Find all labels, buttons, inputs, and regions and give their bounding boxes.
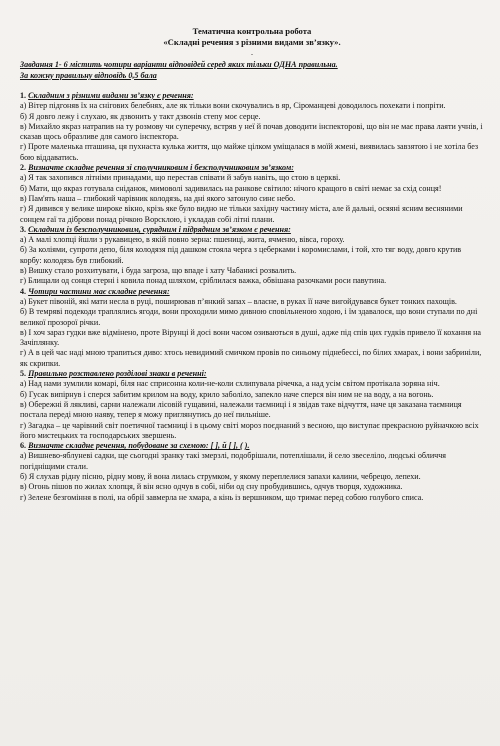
- question-5: [20, 369, 484, 441]
- answer-option: в) І хоч зараз гудки вже відмінено, проте Вірунці й досі вони часом озиваються в душі, адже під спів цих гудків привело її кохання на Зачіплянку.: [20, 327, 482, 348]
- instructions: [20, 60, 484, 81]
- answer-option: а) Букет півоній, які мати несла в руці, поширював п’янкий запах – власне, в руках її наче вигойдувався букет тонких пахощів.: [20, 296, 457, 306]
- question-title: [20, 287, 484, 297]
- answer-option: г) Зелене безгоміння в полі, на обрії завмерла не хмара, а кінь із вершником, що тримає перед собою голубого списа.: [20, 492, 424, 502]
- question-number: 4.: [20, 286, 27, 296]
- question-text: Складним з різними видами зв’язку є речення:: [28, 91, 194, 100]
- answer-option: в) Огонь пішов по жилах хлопця, й він ясно одчув в собі, ніби од сну пробудившись, одчув творця, художника.: [20, 482, 403, 492]
- question-2: [20, 163, 484, 225]
- question-text: Чотири частини має складне речення:: [28, 286, 170, 296]
- answer-option: г) Блищали од сонця стерні і ковила понад шляхом, сріблилася важка, обвішана разочками роси павутина.: [20, 276, 387, 286]
- question-number: 1.: [20, 91, 27, 100]
- answer-option: г) Я дивився у велике широке вікно, крізь яке було видно не тільки західну частину міста, але й дальні, осяяні ясним весняними сонцем гаї та діброви понад річкою Ворсклою, і укладав собі літні плани.: [20, 204, 463, 224]
- question-title: [20, 369, 484, 379]
- question-text: Визначте складне речення зі сполучниковим і безсполучниковим зв’язком:: [28, 163, 294, 173]
- page-title: [20, 26, 484, 48]
- title-dot: .: [251, 48, 253, 57]
- question-text: Складним із безсполучниковим, сурядним і підрядним зв’язком є речення:: [28, 224, 291, 234]
- answer-option: б) Я слухав рідну пісню, рідну мову, й вона лилась струмком, у якому переплелися запахи калини, чебрецю, лепехи.: [20, 471, 421, 481]
- question-3: [20, 225, 484, 287]
- answer-option: в) Вишку стало розхитувати, і буда загроза, що впаде і хату Чабанисі розвалить.: [20, 266, 297, 276]
- answer-option: а) Вишнево-яблуневі садки, ще сьогодні зранку такі змерзлі, подобрішали, потеплішали, й село звеселіло, людські обличчя погідніщими стали.: [20, 451, 447, 471]
- question-number: 6.: [20, 441, 27, 451]
- answer-option: б) Я довго лежу і слухаю, як дзвонить у такт дзвонів степу моє серце.: [20, 111, 261, 121]
- questions-list: [20, 91, 484, 503]
- question-1: [20, 91, 484, 163]
- answer-option: в) Пам'ять наша – глибокий чарівник колодязь, на дні якого затонуло синє небо.: [20, 193, 296, 203]
- answer-option: а) Я так захопився літніми принадами, що перестав співати й забув навіть, що стою в церкві.: [20, 173, 341, 183]
- answer-option: б) За коліями, супроти депо, біля колодязя під дашком стояла черга з цеберками і коромислами, і той, хто тяг воду, довго крутив корбу: колодязь був глибокий.: [20, 245, 462, 265]
- answer-option: г) Загадка – це чарівний світ поетичної таємниці і в цьому світі мороз поєднаний з весною, що виступає прекрасною руйначкою всіх його мистецьких та господарських звершень.: [20, 420, 479, 440]
- question-number: 5.: [20, 369, 27, 379]
- question-text: Правильно розставлено розділові знаки в реченні:: [28, 369, 207, 379]
- title-line-2: «Складні речення з різними видами зв’язку».: [163, 37, 341, 47]
- question-title: [20, 225, 484, 235]
- answer-option: в) Михайло якраз натрапив на ту розмову чи суперечку, встряв у неї й почав доводити інспекторові, що він не має права лаяти учнів, і сказав щось образливе для самого інспектора.: [20, 121, 483, 142]
- question-text: Визначте складне речення, побудоване за схемою: [ ], й [ ], ( ).: [28, 441, 250, 451]
- answer-option: б) В темряві подекоди траплялись ягоди, вони проходили мимо дивною сповільненою ходою, і їм здавалося, що вони ступали по дні великої прозорої річки.: [20, 307, 478, 327]
- title-line-1: Тематична контрольна робота: [192, 26, 312, 36]
- question-title: [20, 91, 484, 101]
- question-number: 2.: [20, 163, 27, 173]
- answer-option: а) Над нами зумлили комарі, біля нас сприсонна коли-не-коли схлипувала річечка, а над усім світом протікала зоряна ніч.: [20, 379, 440, 389]
- instructions-line-2: За кожну правильну відповідь 0,5 бала: [20, 70, 157, 80]
- instructions-line-1: Завдання 1- 6 містить чотири варіанти відповідей серед яких тільки ОДНА правильна.: [20, 60, 338, 69]
- answer-option: г) А в цей час наді мною трапиться диво: хтось невидимий смичком провів по синьому піднебессі, по білих хмарах, і вони забриніли, як скрипки.: [20, 348, 482, 368]
- question-6: [20, 441, 484, 503]
- answer-option: а) Вітер підгоняв їх на снігових белебнях, але як тільки вони скочувались в яр, Сіроманцеві доводилось похекати і попріти.: [20, 101, 446, 111]
- answer-option: в) Обережні й лякливі, сарни належали лісовій гущавині, належали таємниці і я звідав таке відчуття, наче ця заказана таємниця постала переді мною наяву, тепер я можу приглянутись до неї пильніше.: [20, 399, 462, 420]
- answer-option: б) Гусак випірнув і сперся забитим крилом на воду, крило заболіло, запекло наче сперся він ним не на воду, а на вогонь.: [20, 389, 434, 399]
- answer-option: а) А малі хлопці йшли з рукавицею, в якій повно зерна: пшениці, жита, ячменю, вівса, гороху.: [20, 235, 345, 245]
- question-number: 3.: [20, 224, 27, 234]
- answer-option: б) Мати, що якраз готувала сніданок, мимоволі задивилась на ранкове світило: нічого кращого в світі немає за схід сонця!: [20, 183, 442, 193]
- question-title: [20, 163, 484, 173]
- question-4: [20, 287, 484, 369]
- question-title: [20, 441, 484, 451]
- answer-option: г) Проте маленька пташина, ця пухнаста кулька життя, що майже цілком уміщалася в моїй жмені, виявилась завзятою і не хотіла без бою віддаватись.: [20, 142, 479, 162]
